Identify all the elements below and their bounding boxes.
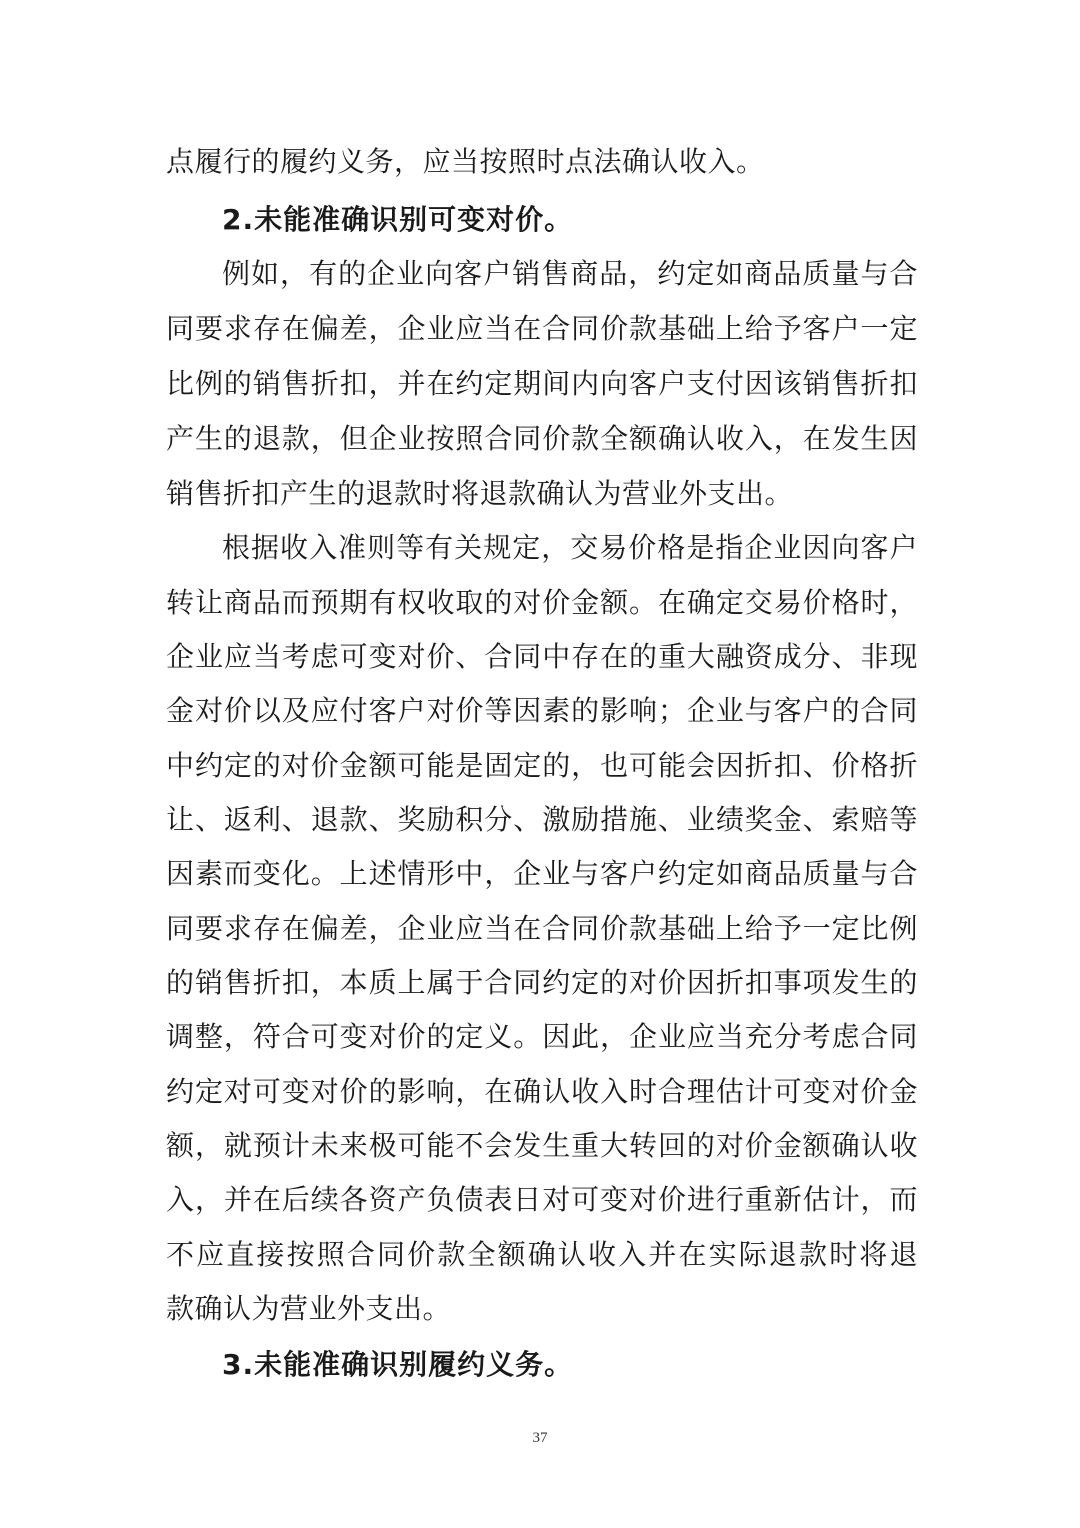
paragraph-line: 入，并在后续各资产负债表日对可变对价进行重新估计，而 — [166, 1183, 918, 1216]
paragraph-line: 金对价以及应付客户对价等因素的影响；企业与客户的合同 — [166, 694, 918, 727]
paragraph-line: 例如，有的企业向客户销售商品，约定如商品质量与合 — [222, 257, 918, 290]
section-heading-2: 2.未能准确识别可变对价。 — [222, 203, 574, 236]
page-number: 37 — [532, 1430, 548, 1446]
paragraph-line: 企业应当考虑可变对价、合同中存在的重大融资成分、非现 — [166, 640, 918, 673]
paragraph-line: 产生的退款，但企业按照合同价款全额确认收入，在发生因 — [166, 422, 918, 455]
paragraph-line: 同要求存在偏差，企业应当在合同价款基础上给予客户一定 — [166, 312, 918, 345]
paragraph-line: 因素而变化。上述情形中，企业与客户约定如商品质量与合 — [166, 857, 918, 890]
paragraph-line: 比例的销售折扣，并在约定期间内向客户支付因该销售折扣 — [166, 367, 918, 400]
paragraph-line: 转让商品而预期有权收取的对价金额。在确定交易价格时， — [166, 586, 918, 619]
paragraph-line: 点履行的履约义务，应当按照时点法确认收入。 — [166, 145, 765, 178]
paragraph-line: 让、返利、退款、奖励积分、激励措施、业绩奖金、索赔等 — [166, 803, 918, 836]
paragraph-line: 中约定的对价金额可能是固定的，也可能会因折扣、价格折 — [166, 749, 918, 782]
paragraph-line: 的销售折扣，本质上属于合同约定的对价因折扣事项发生的 — [166, 966, 918, 999]
paragraph-line: 销售折扣产生的退款时将退款确认为营业外支出。 — [166, 477, 794, 510]
paragraph-line: 约定对可变对价的影响，在确认收入时合理估计可变对价金 — [166, 1075, 918, 1108]
paragraph-line: 额，就预计未来极可能不会发生重大转回的对价金额确认收 — [166, 1129, 918, 1162]
paragraph-line: 款确认为营业外支出。 — [166, 1292, 452, 1325]
paragraph-line: 不应直接按照合同价款全额确认收入并在实际退款时将退 — [166, 1238, 918, 1271]
section-heading-3: 3.未能准确识别履约义务。 — [222, 1348, 574, 1381]
paragraph-line: 同要求存在偏差，企业应当在合同价款基础上给予一定比例 — [166, 912, 918, 945]
paragraph-line: 调整，符合可变对价的定义。因此，企业应当充分考虑合同 — [166, 1020, 918, 1053]
paragraph-line: 根据收入准则等有关规定，交易价格是指企业因向客户 — [222, 531, 918, 564]
